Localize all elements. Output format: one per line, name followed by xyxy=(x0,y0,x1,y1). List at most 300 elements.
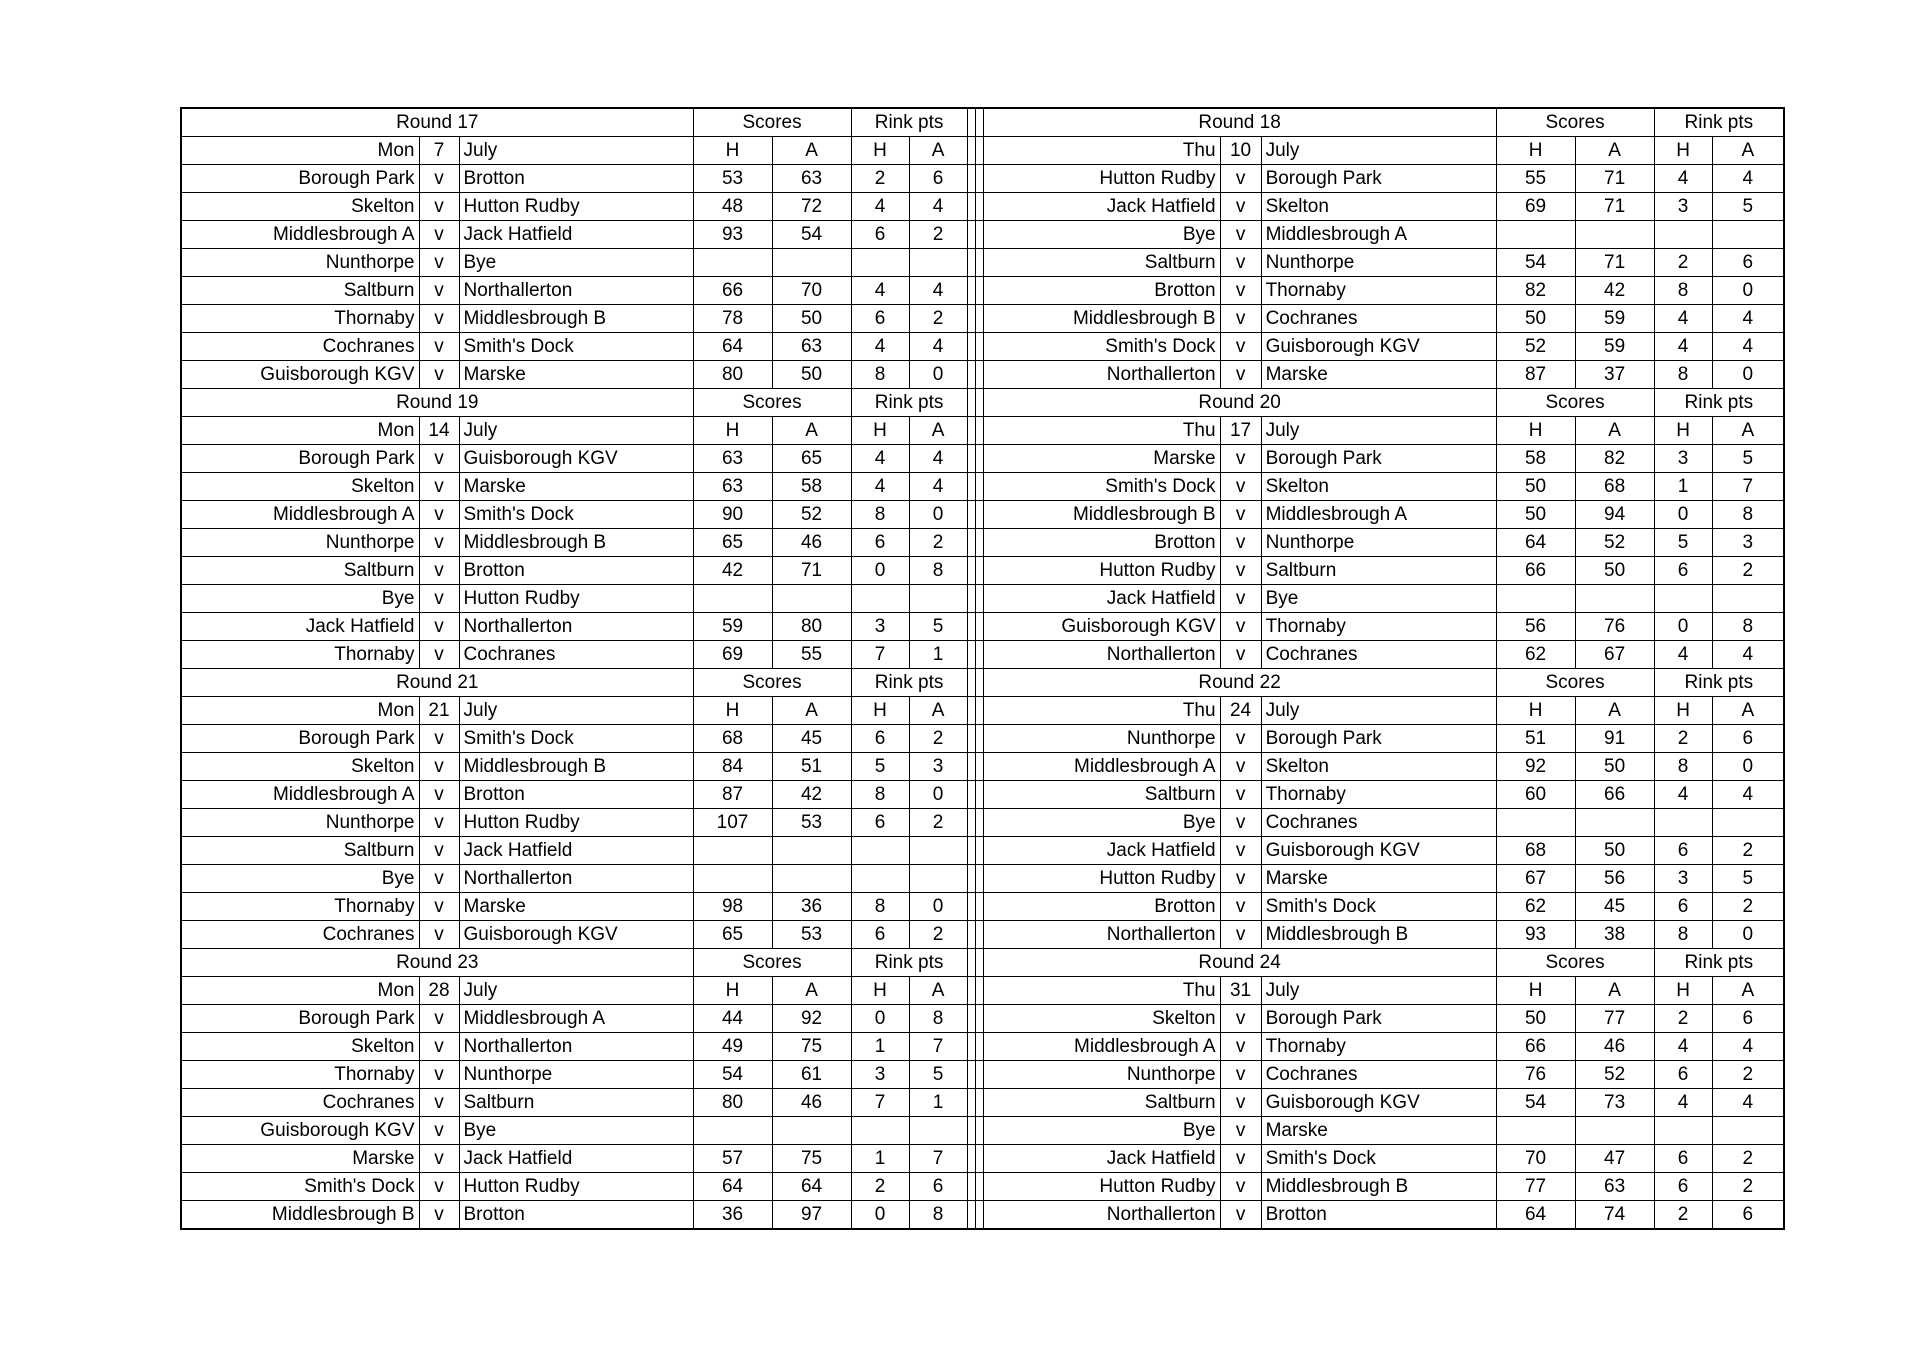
away-score: 47 xyxy=(1575,1145,1654,1173)
scores-home-label: H xyxy=(1496,977,1575,1005)
gap-cell xyxy=(975,669,983,697)
versus-marker: v xyxy=(419,725,459,753)
gap-cell xyxy=(967,557,975,585)
rink-pts-header: Rink pts xyxy=(851,108,967,137)
match-date: 7 xyxy=(419,137,459,165)
match-row xyxy=(181,557,1784,585)
away-rink-points: 2 xyxy=(909,305,967,333)
gap-cell xyxy=(975,193,983,221)
match-row xyxy=(181,361,1784,389)
home-team: Saltburn xyxy=(983,1089,1220,1117)
home-rink-points: 3 xyxy=(1654,865,1712,893)
away-score: 71 xyxy=(772,557,851,585)
away-team: Middlesbrough B xyxy=(459,529,693,557)
match-month: July xyxy=(459,137,693,165)
away-rink-points: 7 xyxy=(909,1145,967,1173)
home-team: Northallerton xyxy=(983,641,1220,669)
home-rink-points: 6 xyxy=(851,305,909,333)
scores-header: Scores xyxy=(1496,949,1654,977)
home-team: Bye xyxy=(983,1117,1220,1145)
home-team: Marske xyxy=(983,445,1220,473)
home-rink-points: 4 xyxy=(851,445,909,473)
away-team: Northallerton xyxy=(459,613,693,641)
home-team: Jack Hatfield xyxy=(983,193,1220,221)
fixtures-body xyxy=(181,108,1784,1229)
gap-cell xyxy=(975,389,983,417)
home-rink-points: 4 xyxy=(851,193,909,221)
home-team: Northallerton xyxy=(983,1201,1220,1230)
home-rink-points: 4 xyxy=(1654,781,1712,809)
home-score: 50 xyxy=(1496,501,1575,529)
gap-cell xyxy=(967,697,975,725)
gap-cell xyxy=(975,893,983,921)
away-team: Bye xyxy=(1261,585,1496,613)
gap-cell xyxy=(975,1173,983,1201)
away-score: 80 xyxy=(772,613,851,641)
home-score: 44 xyxy=(693,1005,772,1033)
home-team: Bye xyxy=(983,809,1220,837)
match-row xyxy=(181,641,1784,669)
home-rink-points: 4 xyxy=(1654,333,1712,361)
away-rink-points: 4 xyxy=(909,333,967,361)
away-team: Saltburn xyxy=(459,1089,693,1117)
versus-marker: v xyxy=(1220,277,1261,305)
away-team: Borough Park xyxy=(1261,165,1496,193)
away-rink-points xyxy=(1712,221,1784,249)
home-rink-points: 7 xyxy=(851,1089,909,1117)
away-rink-points: 8 xyxy=(909,1005,967,1033)
versus-marker: v xyxy=(1220,333,1261,361)
gap-cell xyxy=(975,921,983,949)
away-score: 54 xyxy=(772,221,851,249)
away-score: 45 xyxy=(1575,893,1654,921)
gap-cell xyxy=(967,361,975,389)
away-score xyxy=(1575,221,1654,249)
versus-marker: v xyxy=(419,585,459,613)
match-row xyxy=(181,249,1784,277)
gap-cell xyxy=(975,1089,983,1117)
home-team: Brotton xyxy=(983,893,1220,921)
away-score xyxy=(772,865,851,893)
away-team: Hutton Rudby xyxy=(459,193,693,221)
home-team: Middlesbrough A xyxy=(181,501,419,529)
home-rink-points: 2 xyxy=(1654,249,1712,277)
away-rink-points: 7 xyxy=(909,1033,967,1061)
away-team: Marske xyxy=(459,473,693,501)
away-team: Hutton Rudby xyxy=(459,1173,693,1201)
versus-marker: v xyxy=(1220,557,1261,585)
away-score: 71 xyxy=(1575,165,1654,193)
away-rink-points: 5 xyxy=(1712,865,1784,893)
gap-cell xyxy=(967,669,975,697)
match-date: 24 xyxy=(1220,697,1261,725)
match-row xyxy=(181,781,1784,809)
match-row xyxy=(181,865,1784,893)
home-rink-points xyxy=(851,865,909,893)
versus-marker: v xyxy=(1220,1117,1261,1145)
home-score: 68 xyxy=(693,725,772,753)
away-score: 61 xyxy=(772,1061,851,1089)
away-team: Smith's Dock xyxy=(1261,893,1496,921)
match-day: Thu xyxy=(983,977,1220,1005)
away-score: 71 xyxy=(1575,249,1654,277)
home-score: 53 xyxy=(693,165,772,193)
home-team: Middlesbrough B xyxy=(983,501,1220,529)
home-team: Smith's Dock xyxy=(181,1173,419,1201)
away-score: 52 xyxy=(772,501,851,529)
versus-marker: v xyxy=(419,641,459,669)
away-score: 92 xyxy=(772,1005,851,1033)
home-team: Bye xyxy=(181,585,419,613)
home-team: Thornaby xyxy=(181,1061,419,1089)
away-team: Middlesbrough B xyxy=(1261,1173,1496,1201)
rink-pts-header: Rink pts xyxy=(1654,389,1784,417)
home-score: 42 xyxy=(693,557,772,585)
home-team: Guisborough KGV xyxy=(181,361,419,389)
versus-marker: v xyxy=(419,529,459,557)
rink-home-label: H xyxy=(851,977,909,1005)
away-rink-points: 6 xyxy=(1712,725,1784,753)
round-header-row xyxy=(181,949,1784,977)
away-team: Borough Park xyxy=(1261,1005,1496,1033)
round-header-row xyxy=(181,389,1784,417)
home-rink-points: 4 xyxy=(1654,305,1712,333)
gap-cell xyxy=(967,165,975,193)
round-title: Round 22 xyxy=(983,669,1496,697)
home-rink-points: 4 xyxy=(1654,165,1712,193)
gap-cell xyxy=(975,221,983,249)
match-day: Thu xyxy=(983,137,1220,165)
home-score: 84 xyxy=(693,753,772,781)
away-team: Marske xyxy=(459,361,693,389)
home-rink-points: 0 xyxy=(851,557,909,585)
date-row xyxy=(181,977,1784,1005)
away-team: Guisborough KGV xyxy=(459,921,693,949)
home-score: 52 xyxy=(1496,333,1575,361)
away-team: Jack Hatfield xyxy=(459,1145,693,1173)
home-score: 64 xyxy=(1496,1201,1575,1230)
home-team: Nunthorpe xyxy=(983,725,1220,753)
fixtures-sheet xyxy=(180,107,1762,1230)
away-score xyxy=(772,1117,851,1145)
home-team: Borough Park xyxy=(181,1005,419,1033)
away-score: 50 xyxy=(1575,837,1654,865)
versus-marker: v xyxy=(1220,1201,1261,1230)
versus-marker: v xyxy=(419,333,459,361)
home-rink-points: 3 xyxy=(851,1061,909,1089)
scores-away-label: A xyxy=(772,137,851,165)
away-score: 50 xyxy=(772,361,851,389)
away-team: Smith's Dock xyxy=(459,333,693,361)
away-team: Smith's Dock xyxy=(1261,1145,1496,1173)
match-row xyxy=(181,753,1784,781)
versus-marker: v xyxy=(1220,865,1261,893)
away-rink-points: 2 xyxy=(909,725,967,753)
gap-cell xyxy=(967,445,975,473)
gap-cell xyxy=(975,1061,983,1089)
away-score: 53 xyxy=(772,809,851,837)
gap-cell xyxy=(967,193,975,221)
home-score: 69 xyxy=(693,641,772,669)
home-rink-points: 4 xyxy=(1654,1033,1712,1061)
away-rink-points xyxy=(1712,585,1784,613)
away-team: Middlesbrough B xyxy=(459,305,693,333)
away-score: 56 xyxy=(1575,865,1654,893)
scores-header: Scores xyxy=(1496,389,1654,417)
home-score: 58 xyxy=(1496,445,1575,473)
gap-cell xyxy=(975,529,983,557)
home-score: 36 xyxy=(693,1201,772,1230)
versus-marker: v xyxy=(419,193,459,221)
away-team: Cochranes xyxy=(1261,641,1496,669)
versus-marker: v xyxy=(1220,1089,1261,1117)
away-rink-points: 4 xyxy=(909,473,967,501)
versus-marker: v xyxy=(419,893,459,921)
away-score: 45 xyxy=(772,725,851,753)
rink-away-label: A xyxy=(1712,977,1784,1005)
home-rink-points xyxy=(1654,585,1712,613)
away-score: 36 xyxy=(772,893,851,921)
home-team: Saltburn xyxy=(181,557,419,585)
scores-away-label: A xyxy=(772,697,851,725)
away-score: 76 xyxy=(1575,613,1654,641)
rink-home-label: H xyxy=(851,417,909,445)
home-rink-points: 1 xyxy=(1654,473,1712,501)
home-rink-points: 2 xyxy=(851,1173,909,1201)
away-rink-points: 2 xyxy=(909,221,967,249)
gap-cell xyxy=(967,781,975,809)
home-team: Borough Park xyxy=(181,725,419,753)
home-score: 98 xyxy=(693,893,772,921)
home-score: 80 xyxy=(693,361,772,389)
scores-home-label: H xyxy=(693,137,772,165)
rink-away-label: A xyxy=(1712,697,1784,725)
versus-marker: v xyxy=(419,277,459,305)
scores-home-label: H xyxy=(1496,697,1575,725)
away-team: Borough Park xyxy=(1261,725,1496,753)
home-rink-points: 4 xyxy=(851,473,909,501)
home-rink-points: 8 xyxy=(1654,277,1712,305)
match-row xyxy=(181,165,1784,193)
versus-marker: v xyxy=(419,865,459,893)
home-rink-points: 8 xyxy=(1654,753,1712,781)
versus-marker: v xyxy=(419,165,459,193)
away-rink-points: 2 xyxy=(1712,1173,1784,1201)
versus-marker: v xyxy=(1220,753,1261,781)
away-score: 64 xyxy=(772,1173,851,1201)
away-rink-points: 4 xyxy=(1712,165,1784,193)
away-score xyxy=(772,249,851,277)
away-team: Skelton xyxy=(1261,473,1496,501)
versus-marker: v xyxy=(419,809,459,837)
home-team: Marske xyxy=(181,1145,419,1173)
away-rink-points: 0 xyxy=(1712,921,1784,949)
match-day: Mon xyxy=(181,697,419,725)
versus-marker: v xyxy=(419,221,459,249)
rink-home-label: H xyxy=(851,697,909,725)
versus-marker: v xyxy=(1220,361,1261,389)
gap-cell xyxy=(975,837,983,865)
scores-header: Scores xyxy=(693,389,851,417)
home-score: 82 xyxy=(1496,277,1575,305)
away-team: Guisborough KGV xyxy=(1261,1089,1496,1117)
gap-cell xyxy=(975,445,983,473)
round-title: Round 20 xyxy=(983,389,1496,417)
gap-cell xyxy=(967,641,975,669)
away-rink-points: 4 xyxy=(1712,1033,1784,1061)
versus-marker: v xyxy=(1220,305,1261,333)
away-team: Jack Hatfield xyxy=(459,221,693,249)
away-rink-points: 8 xyxy=(1712,501,1784,529)
versus-marker: v xyxy=(1220,613,1261,641)
home-score: 59 xyxy=(693,613,772,641)
gap-cell xyxy=(975,697,983,725)
gap-cell xyxy=(967,977,975,1005)
home-team: Northallerton xyxy=(983,921,1220,949)
away-rink-points: 4 xyxy=(1712,305,1784,333)
round-title: Round 19 xyxy=(181,389,693,417)
versus-marker: v xyxy=(1220,809,1261,837)
away-score: 94 xyxy=(1575,501,1654,529)
gap-cell xyxy=(975,1033,983,1061)
home-score: 68 xyxy=(1496,837,1575,865)
scores-away-label: A xyxy=(1575,417,1654,445)
match-date: 17 xyxy=(1220,417,1261,445)
home-rink-points: 2 xyxy=(1654,1005,1712,1033)
scores-away-label: A xyxy=(1575,697,1654,725)
away-score: 82 xyxy=(1575,445,1654,473)
away-score: 63 xyxy=(772,165,851,193)
home-rink-points: 1 xyxy=(851,1145,909,1173)
match-row xyxy=(181,1033,1784,1061)
away-rink-points: 3 xyxy=(909,753,967,781)
home-team: Thornaby xyxy=(181,893,419,921)
versus-marker: v xyxy=(1220,1173,1261,1201)
away-score: 63 xyxy=(1575,1173,1654,1201)
gap-cell xyxy=(975,137,983,165)
away-rink-points xyxy=(909,865,967,893)
gap-cell xyxy=(975,305,983,333)
gap-cell xyxy=(967,1173,975,1201)
away-team: Brotton xyxy=(459,1201,693,1230)
home-team: Nunthorpe xyxy=(181,529,419,557)
versus-marker: v xyxy=(1220,529,1261,557)
gap-cell xyxy=(967,108,975,137)
away-team: Northallerton xyxy=(459,865,693,893)
away-rink-points xyxy=(909,249,967,277)
home-rink-points: 0 xyxy=(851,1005,909,1033)
scores-away-label: A xyxy=(772,417,851,445)
rink-home-label: H xyxy=(1654,137,1712,165)
home-team: Brotton xyxy=(983,529,1220,557)
scores-away-label: A xyxy=(1575,137,1654,165)
home-team: Middlesbrough A xyxy=(181,221,419,249)
home-rink-points: 8 xyxy=(1654,921,1712,949)
home-rink-points: 6 xyxy=(1654,893,1712,921)
home-rink-points: 3 xyxy=(1654,445,1712,473)
match-day: Thu xyxy=(983,417,1220,445)
away-team: Hutton Rudby xyxy=(459,585,693,613)
versus-marker: v xyxy=(1220,193,1261,221)
home-team: Borough Park xyxy=(181,165,419,193)
away-rink-points: 6 xyxy=(909,1173,967,1201)
away-rink-points: 4 xyxy=(1712,641,1784,669)
away-team: Thornaby xyxy=(1261,781,1496,809)
home-rink-points: 6 xyxy=(1654,557,1712,585)
home-team: Jack Hatfield xyxy=(181,613,419,641)
home-score xyxy=(693,585,772,613)
away-team: Brotton xyxy=(459,165,693,193)
gap-cell xyxy=(975,585,983,613)
versus-marker: v xyxy=(1220,249,1261,277)
home-rink-points: 6 xyxy=(1654,1061,1712,1089)
scores-home-label: H xyxy=(693,417,772,445)
home-team: Hutton Rudby xyxy=(983,557,1220,585)
home-rink-points: 6 xyxy=(1654,1145,1712,1173)
gap-cell xyxy=(975,781,983,809)
match-day: Mon xyxy=(181,977,419,1005)
away-team: Cochranes xyxy=(1261,305,1496,333)
home-rink-points: 7 xyxy=(851,641,909,669)
match-row xyxy=(181,725,1784,753)
scores-header: Scores xyxy=(1496,669,1654,697)
versus-marker: v xyxy=(1220,837,1261,865)
away-team: Thornaby xyxy=(1261,277,1496,305)
match-row xyxy=(181,1005,1784,1033)
match-date: 31 xyxy=(1220,977,1261,1005)
away-team: Smith's Dock xyxy=(459,501,693,529)
home-rink-points: 6 xyxy=(1654,1173,1712,1201)
home-rink-points: 8 xyxy=(1654,361,1712,389)
away-score: 58 xyxy=(772,473,851,501)
away-rink-points: 8 xyxy=(909,557,967,585)
home-team: Smith's Dock xyxy=(983,333,1220,361)
away-rink-points: 3 xyxy=(1712,529,1784,557)
home-team: Saltburn xyxy=(181,277,419,305)
gap-cell xyxy=(975,277,983,305)
away-team: Bye xyxy=(459,1117,693,1145)
home-score: 80 xyxy=(693,1089,772,1117)
gap-cell xyxy=(967,809,975,837)
away-rink-points: 4 xyxy=(1712,781,1784,809)
versus-marker: v xyxy=(1220,165,1261,193)
scores-away-label: A xyxy=(1575,977,1654,1005)
home-team: Jack Hatfield xyxy=(983,1145,1220,1173)
gap-cell xyxy=(967,501,975,529)
away-team: Cochranes xyxy=(1261,809,1496,837)
away-rink-points: 0 xyxy=(909,893,967,921)
home-team: Skelton xyxy=(181,753,419,781)
away-team: Brotton xyxy=(459,781,693,809)
away-score xyxy=(772,585,851,613)
home-score: 90 xyxy=(693,501,772,529)
away-rink-points: 6 xyxy=(1712,1201,1784,1230)
away-score xyxy=(772,837,851,865)
gap-cell xyxy=(975,641,983,669)
home-rink-points: 6 xyxy=(851,725,909,753)
versus-marker: v xyxy=(419,473,459,501)
versus-marker: v xyxy=(1220,1061,1261,1089)
versus-marker: v xyxy=(419,1089,459,1117)
away-team: Thornaby xyxy=(1261,1033,1496,1061)
away-score: 70 xyxy=(772,277,851,305)
home-score xyxy=(693,249,772,277)
home-score: 57 xyxy=(693,1145,772,1173)
home-team: Brotton xyxy=(983,277,1220,305)
gap-cell xyxy=(975,613,983,641)
match-day: Mon xyxy=(181,417,419,445)
away-score: 91 xyxy=(1575,725,1654,753)
